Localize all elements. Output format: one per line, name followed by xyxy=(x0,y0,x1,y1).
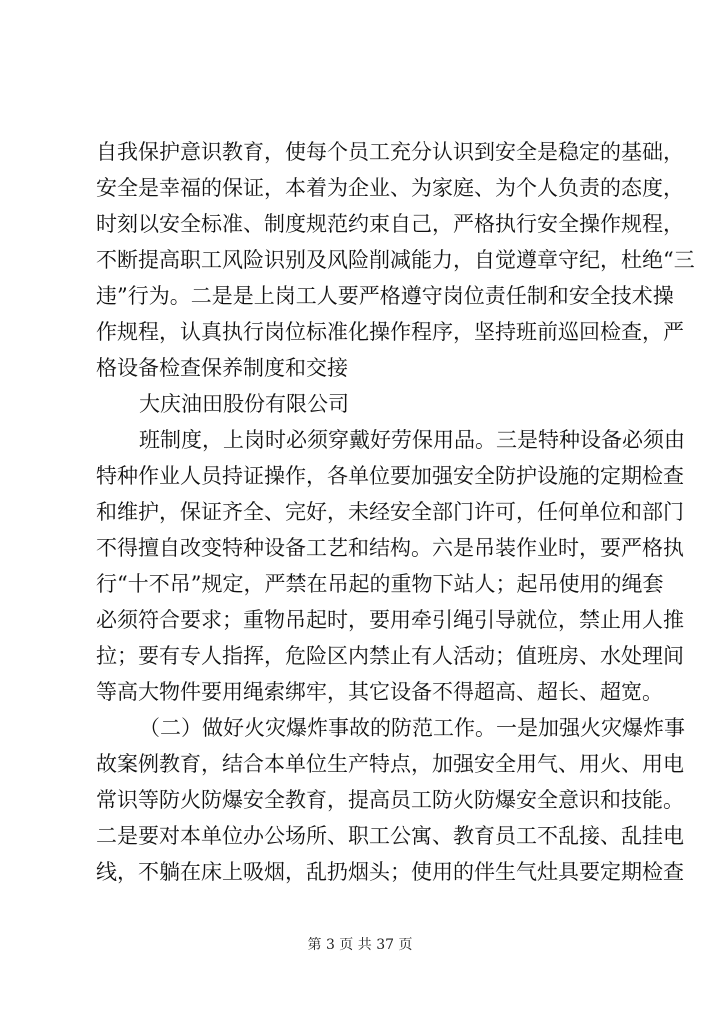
text-line xyxy=(0,710,720,746)
text-line xyxy=(0,566,720,602)
page-footer: 第 3 页 共 37 页 xyxy=(307,937,413,953)
paragraph-3-line-4: 不得擅自改变特种设备工艺和结构。六是吊装作业时，要严格执 xyxy=(96,536,684,560)
paragraph-3-line-8: 等高大物件要用绳索绑牢，其它设备不得超高、超长、超宽。 xyxy=(96,680,663,704)
text-line xyxy=(0,314,720,350)
text-line xyxy=(0,170,720,206)
paragraph-1-line-4: 不断提高职工风险识别及风险削减能力，自觉遵章守纪，杜绝“三 xyxy=(96,248,695,272)
text-line xyxy=(0,602,720,638)
text-line xyxy=(0,530,720,566)
paragraph-4-line-2: 故案例教育，结合本单位生产特点，加强安全用气、用火、用电 xyxy=(96,752,684,776)
paragraph-3-line-3: 和维护，保证齐全、完好，未经安全部门许可，任何单位和部门 xyxy=(96,500,684,524)
paragraph-1-line-7: 格设备检查保养制度和交接 xyxy=(96,356,348,380)
text-line xyxy=(0,278,720,314)
text-line xyxy=(0,746,720,782)
paragraph-4-line-1: （二）做好火灾爆炸事故的防范工作。一是加强火灾爆炸事 xyxy=(139,716,685,740)
paragraph-4-line-4: 二是要对本单位办公场所、职工公寓、教育员工不乱接、乱挂电 xyxy=(96,824,684,848)
paragraph-4-line-3: 常识等防火防爆安全教育，提高员工防火防爆安全意识和技能。 xyxy=(96,788,684,812)
paragraph-3-line-7: 拉；要有专人指挥，危险区内禁止有人活动；值班房、水处理间 xyxy=(96,644,684,668)
paragraph-3-line-1: 班制度，上岗时必须穿戴好劳保用品。三是特种设备必须由 xyxy=(139,428,685,452)
text-line xyxy=(0,782,720,818)
text-line xyxy=(0,818,720,854)
paragraph-3-line-5: 行“十不吊”规定，严禁在吊起的重物下站人；起吊使用的绳套 xyxy=(96,572,664,596)
text-line xyxy=(0,638,720,674)
paragraph-4-line-5: 线，不躺在床上吸烟，乱扔烟头；使用的伴生气灶具要定期检查 xyxy=(96,860,684,884)
paragraph-1-line-2: 安全是幸福的保证，本着为企业、为家庭、为个人负责的态度， xyxy=(96,176,684,200)
text-line xyxy=(0,854,720,890)
paragraph-1-line-3: 时刻以安全标准、制度规范约束自己，严格执行安全操作规程， xyxy=(96,212,684,236)
paragraph-1-line-1: 自我保护意识教育，使每个员工充分认识到安全是稳定的基础， xyxy=(96,140,684,164)
text-line xyxy=(0,422,720,458)
company-name: 大庆油田股份有限公司 xyxy=(139,392,349,416)
text-line xyxy=(0,494,720,530)
text-line xyxy=(0,674,720,710)
text-line xyxy=(0,350,720,386)
text-line xyxy=(0,206,720,242)
text-line xyxy=(0,134,720,170)
text-line xyxy=(0,458,720,494)
paragraph-1-line-5: 违”行为。二是是上岗工人要严格遵守岗位责任制和安全技术操 xyxy=(96,284,674,308)
text-line xyxy=(0,242,720,278)
paragraph-3-line-2: 特种作业人员持证操作，各单位要加强安全防护设施的定期检查 xyxy=(96,464,684,488)
paragraph-3-line-6: 必须符合要求；重物吊起时，要用牵引绳引导就位，禁止用人推 xyxy=(96,608,684,632)
paragraph-1-line-6: 作规程，认真执行岗位标准化操作程序，坚持班前巡回检查，严 xyxy=(96,320,684,344)
text-line xyxy=(0,386,720,422)
